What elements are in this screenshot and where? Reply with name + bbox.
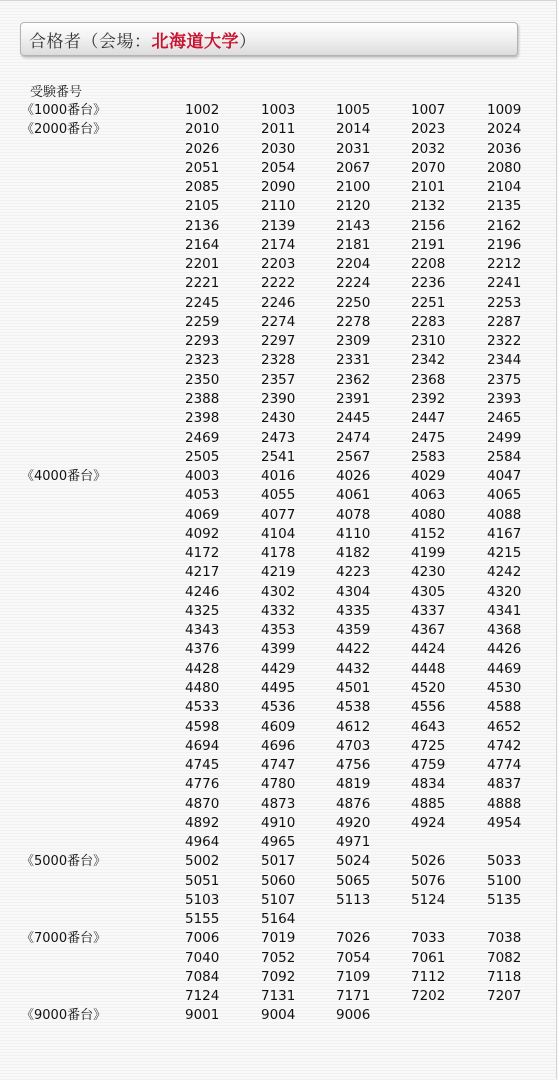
table-row — [0, 159, 558, 178]
exam-number-cell: 2390 — [261, 390, 296, 407]
exam-number-cell: 2105 — [185, 198, 220, 215]
exam-number-cell: 2331 — [336, 352, 371, 369]
exam-number-cell: 2143 — [336, 217, 371, 234]
exam-number-cell: 4924 — [411, 814, 446, 831]
exam-number-cell: 4376 — [185, 641, 220, 658]
exam-number-cell: 4353 — [261, 622, 296, 639]
exam-number-cell: 4080 — [411, 506, 446, 523]
table-row — [0, 872, 558, 891]
exam-number-cell: 2201 — [185, 256, 220, 273]
exam-number-cell: 4223 — [336, 564, 371, 581]
exam-number-cell: 4501 — [336, 679, 371, 696]
exam-number-cell: 4242 — [487, 564, 522, 581]
exam-number-cell: 2164 — [185, 236, 220, 253]
exam-number-cell: 1005 — [336, 102, 371, 118]
exam-number-cell: 2465 — [487, 410, 522, 427]
exam-number-cell: 4432 — [336, 660, 371, 677]
exam-number-cell: 2139 — [261, 217, 296, 234]
group-label: 《5000番台》 — [21, 854, 107, 870]
table-row — [0, 294, 558, 313]
exam-number-cell: 2070 — [411, 159, 446, 176]
exam-number-cell: 7038 — [487, 930, 522, 947]
exam-number-cell: 4834 — [411, 776, 446, 793]
exam-number-cell: 4368 — [487, 622, 522, 639]
table-row — [0, 274, 558, 293]
table-row — [0, 968, 558, 987]
table-row — [0, 563, 558, 582]
exam-number-cell: 4016 — [261, 468, 296, 485]
exam-number-cell: 5033 — [487, 853, 522, 870]
exam-number-cell: 2368 — [411, 371, 446, 388]
exam-number-cell: 4742 — [487, 737, 522, 754]
exam-number-cell: 2310 — [411, 333, 446, 350]
exam-number-cell: 2309 — [336, 333, 371, 350]
table-row — [0, 621, 558, 640]
exam-number-cell: 2447 — [411, 410, 446, 427]
exam-number-cell: 4609 — [261, 718, 296, 735]
table-row — [0, 756, 558, 775]
exam-number-cell: 4092 — [185, 525, 220, 542]
exam-number-cell: 2350 — [185, 371, 220, 388]
exam-number-cell: 4536 — [261, 699, 296, 716]
table-row — [0, 987, 558, 1006]
exam-number-cell: 2445 — [336, 410, 371, 427]
exam-number-cell: 5060 — [261, 872, 296, 889]
exam-number-cell: 5164 — [261, 911, 296, 928]
exam-number-cell: 5113 — [336, 891, 371, 908]
exam-number-cell: 2204 — [336, 256, 371, 273]
exam-number-cell: 4061 — [336, 487, 371, 504]
exam-number-cell: 2030 — [261, 140, 296, 157]
exam-number-cell: 7202 — [411, 988, 446, 1005]
exam-number-cell: 4367 — [411, 622, 446, 639]
exam-number-cell: 4598 — [185, 718, 220, 735]
group-label: 《4000番台》 — [21, 469, 107, 485]
table-row — [0, 660, 558, 679]
exam-number-cell: 4215 — [487, 545, 522, 562]
exam-number-cell: 4495 — [261, 679, 296, 696]
exam-number-cell: 4343 — [185, 622, 220, 639]
exam-number-cell: 9001 — [185, 1007, 220, 1024]
exam-number-cell: 4652 — [487, 718, 522, 735]
exam-number-cell: 2283 — [411, 313, 446, 330]
table-row — [0, 525, 558, 544]
exam-number-cell: 4359 — [336, 622, 371, 639]
exam-number-cell: 4725 — [411, 737, 446, 754]
table-row — [0, 852, 558, 871]
exam-number-cell: 4424 — [411, 641, 446, 658]
exam-number-cell: 7124 — [185, 988, 220, 1005]
exam-number-cell: 2067 — [336, 159, 371, 176]
exam-number-cell: 2031 — [336, 140, 371, 157]
exam-number-cell: 2054 — [261, 159, 296, 176]
exam-number-cell: 4178 — [261, 545, 296, 562]
exam-number-cell: 5002 — [185, 853, 220, 870]
table-row — [0, 775, 558, 794]
exam-number-cell: 2391 — [336, 390, 371, 407]
exam-number-cell: 4971 — [336, 834, 371, 851]
exam-number-cell: 2278 — [336, 313, 371, 330]
exam-number-cell: 2293 — [185, 333, 220, 350]
exam-number-cell: 2212 — [487, 256, 522, 273]
exam-number-cell: 4776 — [185, 776, 220, 793]
group-label: 《2000番台》 — [21, 122, 107, 138]
exam-number-cell: 7026 — [336, 930, 371, 947]
table-row — [0, 795, 558, 814]
exam-number-cell: 4335 — [336, 602, 371, 619]
exam-number-cell: 2541 — [261, 448, 296, 465]
exam-number-cell: 9006 — [336, 1007, 371, 1024]
table-row — [0, 390, 558, 409]
exam-number-cell: 4152 — [411, 525, 446, 542]
exam-number-cell: 2011 — [261, 121, 296, 138]
table-row — [0, 467, 558, 486]
exam-number-cell: 7084 — [185, 968, 220, 985]
exam-number-cell: 7131 — [261, 988, 296, 1005]
exam-number-cell: 2120 — [336, 198, 371, 215]
exam-number-cell: 7118 — [487, 968, 522, 985]
table-row — [0, 178, 558, 197]
exam-number-cell: 2584 — [487, 448, 522, 465]
exam-number-cell: 4199 — [411, 545, 446, 562]
exam-number-cell: 7171 — [336, 988, 371, 1005]
exam-number-cell: 2181 — [336, 236, 371, 253]
exam-number-cell: 4055 — [261, 487, 296, 504]
exam-number-cell: 4876 — [336, 795, 371, 812]
exam-number-cell: 4104 — [261, 525, 296, 542]
exam-number-cell: 4694 — [185, 737, 220, 754]
exam-number-cell: 5100 — [487, 872, 522, 889]
exam-number-cell: 4703 — [336, 737, 371, 754]
exam-number-cell: 5107 — [261, 891, 296, 908]
exam-number-cell: 4065 — [487, 487, 522, 504]
exam-number-cell: 4892 — [185, 814, 220, 831]
exam-number-cell: 4337 — [411, 602, 446, 619]
exam-number-cell: 4448 — [411, 660, 446, 677]
exam-number-cell: 4954 — [487, 814, 522, 831]
exam-number-cell: 7061 — [411, 949, 446, 966]
table-row — [0, 120, 558, 139]
table-row — [0, 255, 558, 274]
exam-number-cell: 2080 — [487, 159, 522, 176]
table-row — [0, 101, 558, 120]
exam-number-cell: 2322 — [487, 333, 522, 350]
exam-number-cell: 2010 — [185, 121, 220, 138]
exam-number-cell: 4747 — [261, 757, 296, 774]
table-row — [0, 236, 558, 255]
exam-number-cell: 4230 — [411, 564, 446, 581]
exam-number-cell: 4530 — [487, 679, 522, 696]
exam-number-cell: 4167 — [487, 525, 522, 542]
table-row — [0, 1006, 558, 1025]
exam-number-cell: 4759 — [411, 757, 446, 774]
table-row — [0, 602, 558, 621]
exam-number-cell: 4873 — [261, 795, 296, 812]
exam-number-cell: 7054 — [336, 949, 371, 966]
exam-number-cell: 2023 — [411, 121, 446, 138]
table-row — [0, 140, 558, 159]
results-table — [0, 101, 558, 1026]
exam-number-cell: 4643 — [411, 718, 446, 735]
exam-number-cell: 4320 — [487, 583, 522, 600]
group-label: 《7000番台》 — [21, 931, 107, 947]
exam-number-cell: 4182 — [336, 545, 371, 562]
exam-number-cell: 5076 — [411, 872, 446, 889]
page-title — [20, 22, 518, 56]
exam-number-cell: 5103 — [185, 891, 220, 908]
exam-number-cell: 7040 — [185, 949, 220, 966]
exam-number-cell: 4088 — [487, 506, 522, 523]
exam-number-cell: 5026 — [411, 853, 446, 870]
exam-number-cell: 7033 — [411, 930, 446, 947]
exam-number-cell: 4047 — [487, 468, 522, 485]
exam-number-cell: 4219 — [261, 564, 296, 581]
exam-number-cell: 4304 — [336, 583, 371, 600]
exam-number-cell: 4399 — [261, 641, 296, 658]
exam-number-cell: 2388 — [185, 390, 220, 407]
exam-number-cell: 2036 — [487, 140, 522, 157]
exam-number-cell: 4332 — [261, 602, 296, 619]
exam-number-cell: 2246 — [261, 294, 296, 311]
exam-number-cell: 4588 — [487, 699, 522, 716]
exam-number-cell: 2392 — [411, 390, 446, 407]
exam-number-cell: 4696 — [261, 737, 296, 754]
exam-number-cell: 2174 — [261, 236, 296, 253]
exam-number-cell: 4325 — [185, 602, 220, 619]
exam-number-cell: 4110 — [336, 525, 371, 542]
exam-number-cell: 4920 — [336, 814, 371, 831]
exam-number-cell: 5024 — [336, 853, 371, 870]
exam-number-cell: 2222 — [261, 275, 296, 292]
exam-number-cell: 2475 — [411, 429, 446, 446]
exam-number-cell: 2221 — [185, 275, 220, 292]
title-prefix: 合格者（会場： — [29, 31, 152, 52]
table-row — [0, 891, 558, 910]
exam-number-cell: 2323 — [185, 352, 220, 369]
exam-number-cell: 4612 — [336, 718, 371, 735]
exam-number-cell: 2274 — [261, 313, 296, 330]
exam-number-cell: 2024 — [487, 121, 522, 138]
exam-number-cell: 7052 — [261, 949, 296, 966]
exam-number-cell: 4341 — [487, 602, 522, 619]
exam-number-cell: 2344 — [487, 352, 522, 369]
exam-number-cell: 4774 — [487, 757, 522, 774]
exam-number-cell: 2362 — [336, 371, 371, 388]
exam-number-cell: 2357 — [261, 371, 296, 388]
exam-number-cell: 4428 — [185, 660, 220, 677]
table-row — [0, 679, 558, 698]
exam-number-cell: 9004 — [261, 1007, 296, 1024]
exam-number-cell: 7112 — [411, 968, 446, 985]
exam-number-cell: 5135 — [487, 891, 522, 908]
exam-number-cell: 2100 — [336, 179, 371, 196]
exam-number-cell: 2375 — [487, 371, 522, 388]
exam-number-cell: 2499 — [487, 429, 522, 446]
exam-number-cell: 2101 — [411, 179, 446, 196]
exam-number-cell: 2085 — [185, 179, 220, 196]
exam-number-cell: 4029 — [411, 468, 446, 485]
exam-number-cell: 2430 — [261, 410, 296, 427]
table-row — [0, 217, 558, 236]
exam-number-cell: 2236 — [411, 275, 446, 292]
table-row — [0, 737, 558, 756]
exam-number-cell: 2469 — [185, 429, 220, 446]
exam-number-cell: 2135 — [487, 198, 522, 215]
exam-number-cell: 2251 — [411, 294, 446, 311]
exam-number-cell: 2132 — [411, 198, 446, 215]
exam-number-cell: 7006 — [185, 930, 220, 947]
exam-number-cell: 2583 — [411, 448, 446, 465]
table-row — [0, 486, 558, 505]
table-row — [0, 949, 558, 968]
exam-number-cell: 2224 — [336, 275, 371, 292]
exam-number-cell: 7207 — [487, 988, 522, 1005]
table-row — [0, 351, 558, 370]
exam-number-cell: 4063 — [411, 487, 446, 504]
exam-number-cell: 2342 — [411, 352, 446, 369]
exam-number-cell: 2505 — [185, 448, 220, 465]
exam-number-cell: 4533 — [185, 699, 220, 716]
exam-number-cell: 4964 — [185, 834, 220, 851]
table-row — [0, 583, 558, 602]
exam-number-cell: 1007 — [411, 102, 446, 118]
exam-number-cell: 2245 — [185, 294, 220, 311]
table-row — [0, 409, 558, 428]
table-row — [0, 332, 558, 351]
exam-number-cell: 1002 — [185, 102, 220, 118]
exam-number-cell: 7109 — [336, 968, 371, 985]
table-row — [0, 929, 558, 948]
exam-number-cell: 5017 — [261, 853, 296, 870]
exam-number-cell: 1003 — [261, 102, 296, 118]
exam-number-cell: 4422 — [336, 641, 371, 658]
exam-number-cell: 2473 — [261, 429, 296, 446]
exam-number-cell: 2203 — [261, 256, 296, 273]
exam-number-cell: 4078 — [336, 506, 371, 523]
table-row — [0, 718, 558, 737]
exam-number-cell: 4429 — [261, 660, 296, 677]
exam-number-cell: 4520 — [411, 679, 446, 696]
exam-number-cell: 7019 — [261, 930, 296, 947]
exam-number-cell: 2474 — [336, 429, 371, 446]
exam-number-cell: 4480 — [185, 679, 220, 696]
table-row — [0, 371, 558, 390]
table-row — [0, 814, 558, 833]
exam-number-cell: 7082 — [487, 949, 522, 966]
table-row — [0, 640, 558, 659]
exam-number-cell: 4837 — [487, 776, 522, 793]
exam-number-cell: 4426 — [487, 641, 522, 658]
exam-number-cell: 4026 — [336, 468, 371, 485]
exam-number-cell: 1009 — [487, 102, 522, 118]
exam-number-cell: 4888 — [487, 795, 522, 812]
exam-number-cell: 2328 — [261, 352, 296, 369]
exam-number-cell: 2191 — [411, 236, 446, 253]
exam-number-cell: 2156 — [411, 217, 446, 234]
exam-number-cell: 2090 — [261, 179, 296, 196]
exam-number-cell: 2567 — [336, 448, 371, 465]
exam-number-cell: 2287 — [487, 313, 522, 330]
exam-number-cell: 2014 — [336, 121, 371, 138]
title-suffix: ） — [239, 31, 257, 52]
table-row — [0, 506, 558, 525]
group-label: 《1000番台》 — [21, 103, 107, 118]
table-row — [0, 429, 558, 448]
exam-number-cell: 4246 — [185, 583, 220, 600]
exam-number-cell: 2136 — [185, 217, 220, 234]
exam-number-cell: 4756 — [336, 757, 371, 774]
table-row — [0, 910, 558, 929]
exam-number-cell: 7092 — [261, 968, 296, 985]
exam-number-cell: 2196 — [487, 236, 522, 253]
exam-number-cell: 4556 — [411, 699, 446, 716]
table-row — [0, 544, 558, 563]
exam-number-cell: 2297 — [261, 333, 296, 350]
exam-number-cell: 2253 — [487, 294, 522, 311]
table-row — [0, 448, 558, 467]
exam-number-cell: 4819 — [336, 776, 371, 793]
exam-number-cell: 5155 — [185, 911, 220, 928]
exam-number-cell: 4885 — [411, 795, 446, 812]
exam-number-cell: 4780 — [261, 776, 296, 793]
table-row — [0, 313, 558, 332]
table-row — [0, 197, 558, 216]
exam-number-cell: 4965 — [261, 834, 296, 851]
exam-number-cell: 5065 — [336, 872, 371, 889]
exam-number-cell: 2259 — [185, 313, 220, 330]
exam-number-cell: 4870 — [185, 795, 220, 812]
exam-number-cell: 5051 — [185, 872, 220, 889]
exam-number-cell: 2208 — [411, 256, 446, 273]
exam-number-cell: 4469 — [487, 660, 522, 677]
exam-number-cell: 2250 — [336, 294, 371, 311]
exam-number-cell: 2398 — [185, 410, 220, 427]
exam-number-cell: 4538 — [336, 699, 371, 716]
exam-number-cell: 4069 — [185, 506, 220, 523]
exam-number-cell: 4745 — [185, 757, 220, 774]
exam-number-cell: 4910 — [261, 814, 296, 831]
exam-number-cell: 2026 — [185, 140, 220, 157]
exam-number-cell: 2051 — [185, 159, 220, 176]
exam-number-cell: 2110 — [261, 198, 296, 215]
exam-number-cell: 2393 — [487, 390, 522, 407]
exam-number-cell: 4305 — [411, 583, 446, 600]
exam-number-cell: 4172 — [185, 545, 220, 562]
exam-number-cell: 4003 — [185, 468, 220, 485]
exam-number-header: 受験番号 — [30, 85, 83, 100]
exam-number-cell: 4217 — [185, 564, 220, 581]
exam-number-cell: 4077 — [261, 506, 296, 523]
exam-number-cell: 4302 — [261, 583, 296, 600]
group-label: 《9000番台》 — [21, 1008, 107, 1024]
exam-number-cell: 2241 — [487, 275, 522, 292]
title-venue: 北海道大学 — [151, 31, 239, 52]
table-row — [0, 833, 558, 852]
exam-number-cell: 2104 — [487, 179, 522, 196]
exam-number-cell: 5124 — [411, 891, 446, 908]
exam-number-cell: 2162 — [487, 217, 522, 234]
exam-number-cell: 2032 — [411, 140, 446, 157]
exam-number-cell: 4053 — [185, 487, 220, 504]
table-row — [0, 698, 558, 717]
